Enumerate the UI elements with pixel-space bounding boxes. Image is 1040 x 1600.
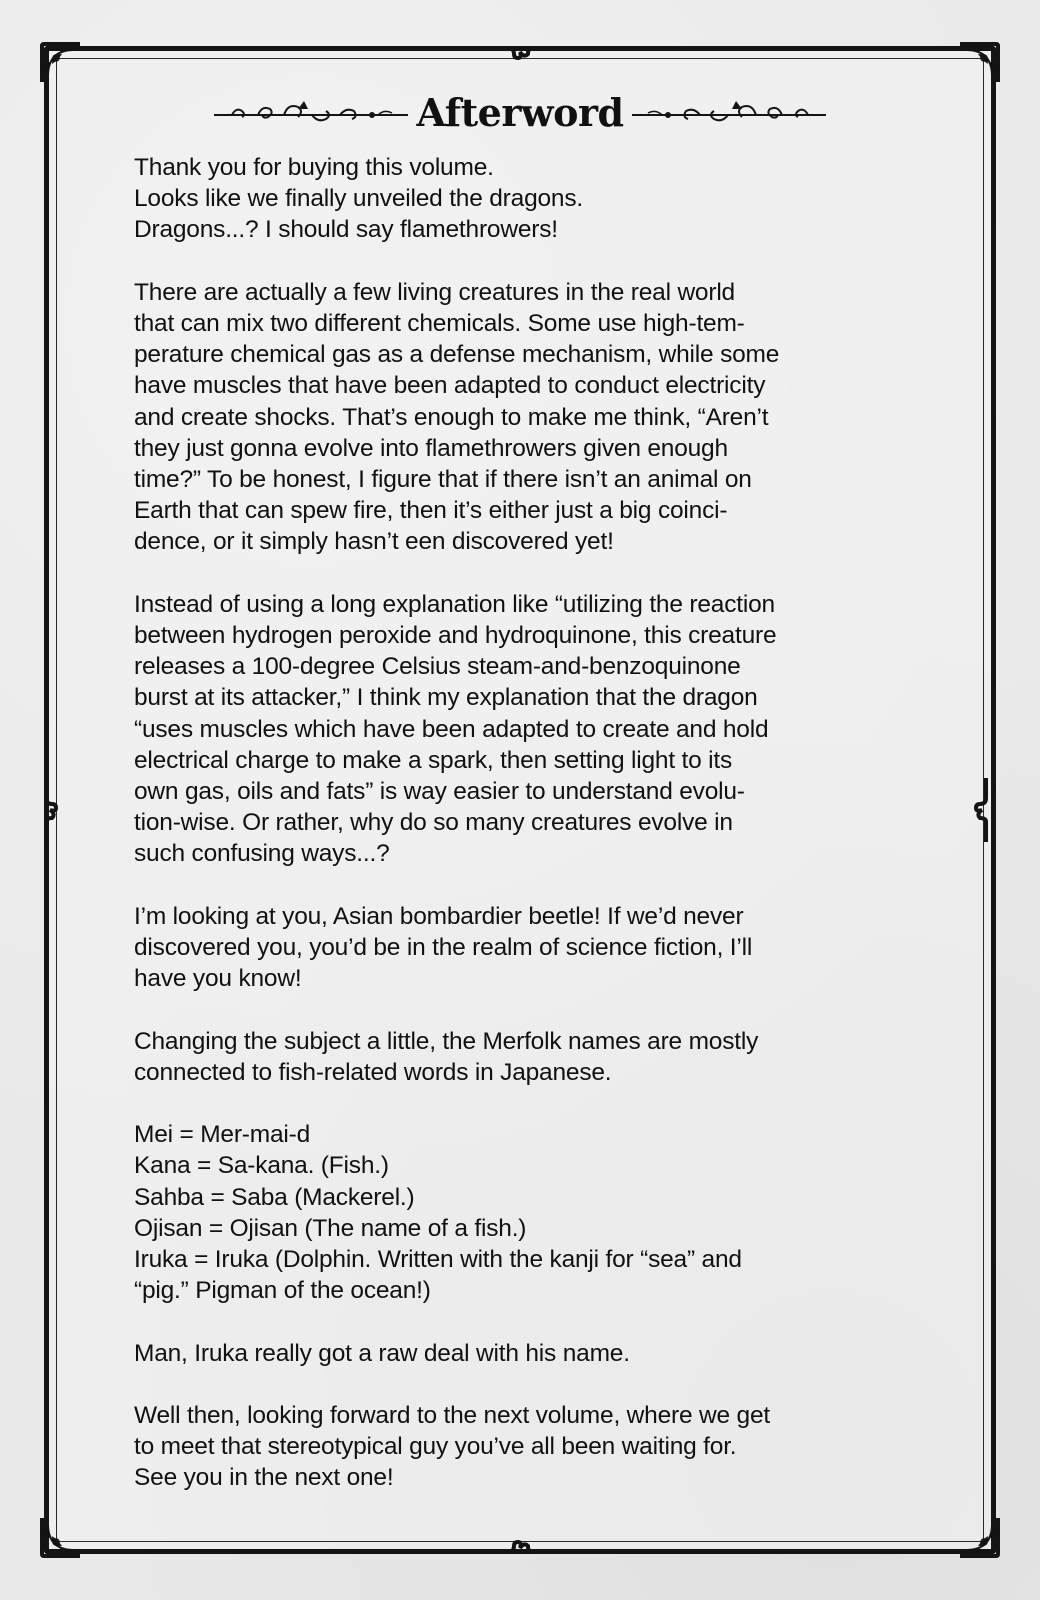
text-line: to meet that stereotypical guy you’ve all been waiting for. [134, 1433, 737, 1461]
afterword-body [134, 152, 894, 1525]
text-line: discovered you, you’d be in the realm of science fiction, I’ll [134, 934, 753, 962]
text-line: Instead of using a long explanation like “utilizing the reaction [134, 590, 775, 618]
text-line: connected to fish-related words in Japanese. [134, 1058, 612, 1086]
ornamental-corner-icon [956, 40, 1002, 86]
text-line: Changing the subject a little, the Merfolk names are mostly [134, 1027, 759, 1055]
text-line: Looks like we finally unveiled the dragons. [134, 185, 584, 213]
text-line: that can mix two different chemicals. Some use high-tem- [134, 310, 745, 337]
text-line: and create shocks. That’s enough to make me think, “Aren’t [134, 403, 769, 431]
ornamental-corner-icon [38, 40, 84, 86]
scroll-flourish-icon [212, 97, 408, 127]
text-line: Dragons...? I should say flamethrowers! [134, 216, 558, 244]
text-line: dence, or it simply hasn’t een discovered yet! [134, 528, 614, 556]
text-line: electrical charge to make a spark, then setting light to its [134, 746, 733, 774]
frame-notch-icon [38, 778, 60, 842]
paragraph [134, 1400, 894, 1494]
text-line: own gas, oils and fats” is way easier to understand evolu- [134, 778, 745, 806]
text-line: Iruka = Iruka (Dolphin. Written with the kanji for “sea” and [134, 1246, 742, 1274]
text-line: have you know! [134, 965, 302, 993]
text-line: perature chemical gas as a defense mechanism, while some [134, 341, 780, 369]
paragraph [134, 1338, 894, 1369]
title-row [0, 82, 1040, 142]
text-line: burst at its attacker,” I think my explanation that the dragon [134, 684, 758, 712]
text-line: Man, Iruka really got a raw deal with his name. [134, 1339, 630, 1367]
text-line: I’m looking at you, Asian bombardier beetle! If we’d never [134, 902, 744, 930]
frame-notch-icon [972, 778, 994, 842]
text-line: Well then, looking forward to the next volume, where we get [134, 1402, 770, 1430]
paragraph [134, 152, 894, 246]
page-title: Afterword [416, 89, 624, 135]
text-line: There are actually a few living creatures in the real world [134, 278, 735, 306]
text-line: Ojisan = Ojisan (The name of a fish.) [134, 1214, 527, 1242]
text-line: Kana = Sa-kana. (Fish.) [134, 1152, 389, 1180]
text-line: Sahba = Saba (Mackerel.) [134, 1183, 415, 1211]
frame-notch-icon [488, 40, 552, 62]
text-line: such confusing ways...? [134, 840, 390, 868]
ornamental-corner-icon [38, 1514, 84, 1560]
paragraph [134, 1119, 894, 1306]
text-line: See you in the next one! [134, 1464, 394, 1492]
paragraph [134, 1026, 894, 1088]
paragraph [134, 589, 894, 870]
paragraph [134, 277, 894, 558]
text-line: have muscles that have been adapted to conduct electricity [134, 372, 766, 400]
text-line: between hydrogen peroxide and hydroquinone, this creature [134, 622, 777, 650]
text-line: they just gonna evolve into flamethrowers given enough [134, 434, 728, 462]
text-line: Earth that can spew fire, then it’s either just a big coinci- [134, 497, 728, 525]
text-line: tion-wise. Or rather, why do so many creatures evolve in [134, 809, 733, 837]
ornamental-corner-icon [956, 1514, 1002, 1560]
text-line: time?” To be honest, I figure that if there isn’t an animal on [134, 466, 752, 494]
paragraph [134, 901, 894, 995]
text-line: releases a 100-degree Celsius steam-and-benzoquinone [134, 653, 741, 681]
scroll-flourish-icon [632, 97, 828, 127]
text-line: Thank you for buying this volume. [134, 154, 494, 181]
frame-notch-icon [488, 1538, 552, 1560]
text-line: “pig.” Pigman of the ocean!) [134, 1277, 431, 1305]
text-line: “uses muscles which have been adapted to create and hold [134, 715, 769, 743]
text-line: Mei = Mer-mai-d [134, 1121, 311, 1149]
